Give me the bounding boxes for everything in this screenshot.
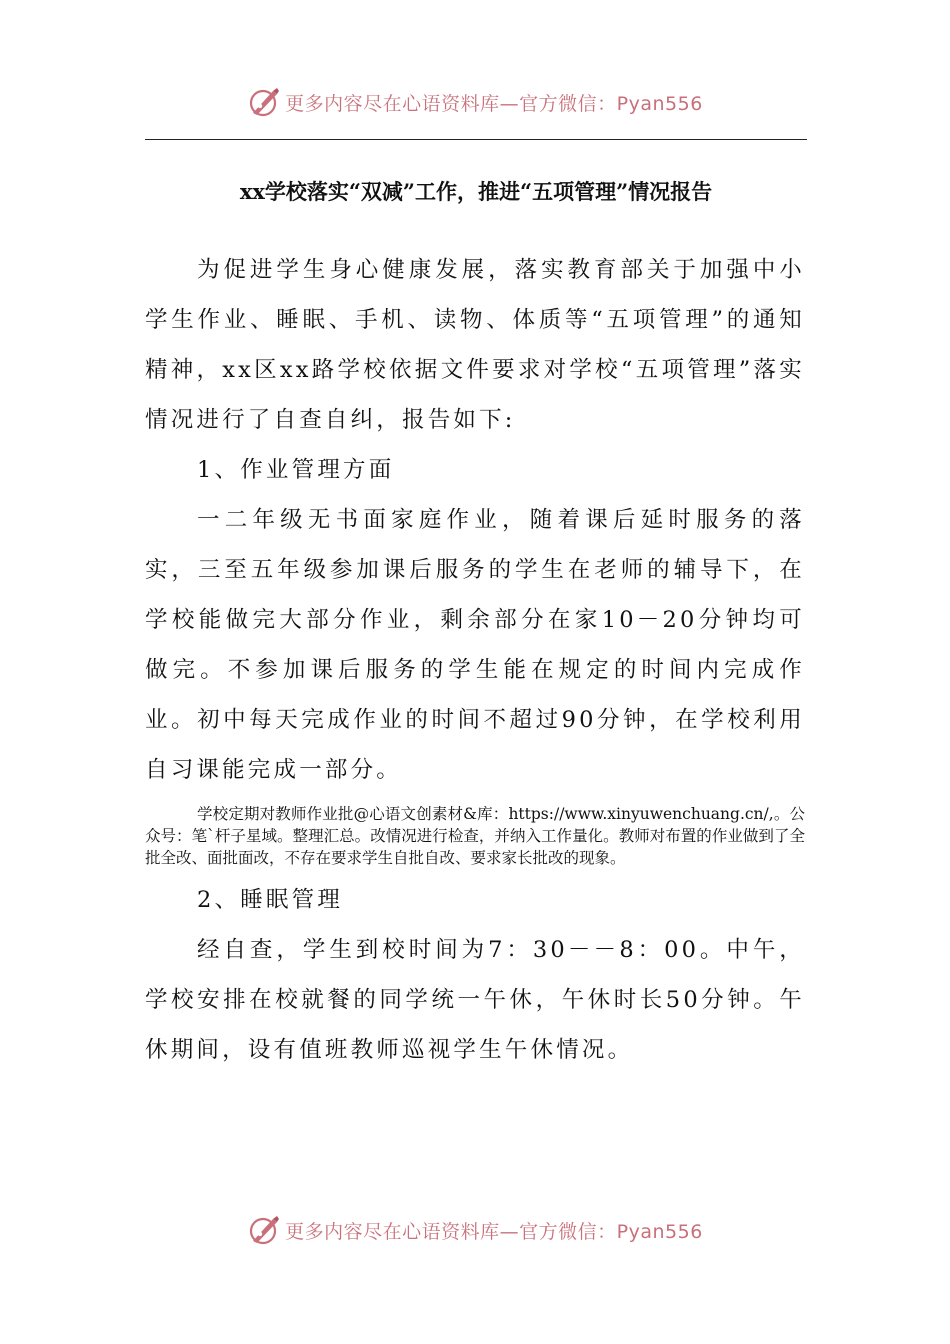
section-2-body: 经自查，学生到校时间为7：30－－8：00。中午，学校安排在校就餐的同学统一午休，午休时长50分钟。午休期间，设有值班教师巡视学生午休情况。: [145, 937, 805, 1063]
page-title: xx学校落实“双减”工作，推进“五项管理”情况报告: [239, 179, 713, 204]
banner-text: 更多内容尽在心语资料库—官方微信：Pyan556: [285, 1220, 703, 1243]
footer-banner: [0, 1210, 950, 1250]
intro-paragraph: 为促进学生身心健康发展，落实教育部关于加强中小学生作业、睡眠、手机、读物、体质等“五项管理”的通知精神，xx区xx路学校依据文件要求对学校“五项管理”落实情况进行了自查自纠，报告如下:: [145, 257, 805, 433]
pen-logo-icon: [247, 85, 281, 119]
pen-logo-icon: [247, 1213, 281, 1247]
header-banner: [0, 82, 950, 122]
section-1-heading: 1、作业管理方面: [197, 457, 395, 483]
section-2-heading: 2、睡眠管理: [197, 887, 344, 913]
section-1-note: 学校定期对教师作业批@心语文创素材&库：https://www.xinyuwenchuang.cn/,。公众号：笔`杆子星域。整理汇总。改情况进行检查，并纳入工作量化。教师对布置的作业做到了全批全改、面批面改，不存在要求学生自批自改、要求家长批改的现象。: [145, 805, 805, 867]
document-body: [145, 245, 805, 1075]
section-1-body: 一二年级无书面家庭作业，随着课后延时服务的落实，三至五年级参加课后服务的学生在老师的辅导下，在学校能做完大部分作业，剩余部分在家10－20分钟均可做完。不参加课后服务的学生能在规定的时间内完成作业。初中每天完成作业的时间不超过90分钟，在学校利用自习课能完成一部分。: [145, 507, 805, 783]
header-divider: [145, 139, 807, 140]
banner-text: 更多内容尽在心语资料库—官方微信：Pyan556: [285, 92, 703, 115]
